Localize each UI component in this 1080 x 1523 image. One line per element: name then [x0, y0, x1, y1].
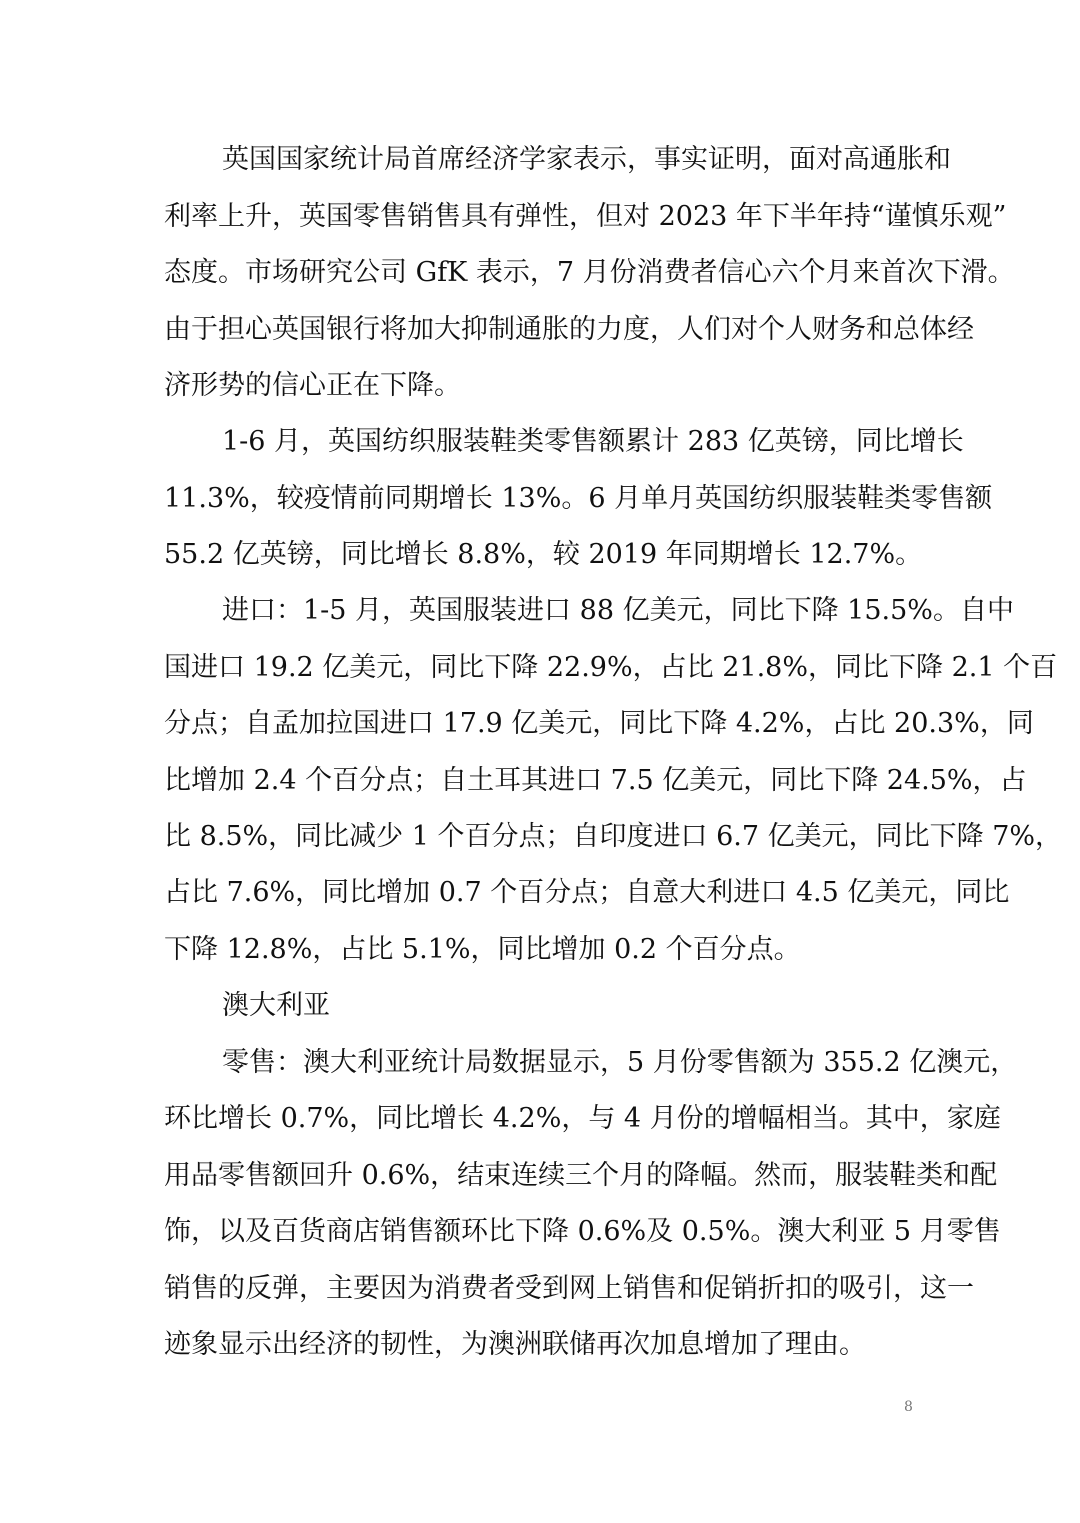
paragraph-2-line-1: 1-6 月，英国纺织服装鞋类零售额累计 283 亿英镑，同比增长 — [222, 426, 964, 457]
section-heading-australia: 澳大利亚 — [222, 990, 330, 1021]
paragraph-5-line-3: 用品零售额回升 0.6%，结束连续三个月的降幅。然而，服装鞋类和配 — [164, 1160, 998, 1191]
paragraph-1-line-1: 英国国家统计局首席经济学家表示，事实证明，面对高通胀和 — [222, 144, 951, 175]
paragraph-3-line-1: 进口：1-5 月，英国服装进口 88 亿美元，同比下降 15.5%。自中 — [222, 595, 1014, 626]
paragraph-3-line-5: 比 8.5%，同比减少 1 个百分点；自印度进口 6.7 亿美元，同比下降 7%， — [164, 821, 1063, 852]
paragraph-1-line-3: 态度。市场研究公司 GfK 表示，7 月份消费者信心六个月来首次下滑。 — [164, 257, 1015, 288]
paragraph-3-line-2: 国进口 19.2 亿美元，同比下降 22.9%，占比 21.8%，同比下降 2.1 个百 — [164, 652, 1058, 683]
paragraph-2-line-3: 55.2 亿英镑，同比增长 8.8%，较 2019 年同期增长 12.7%。 — [164, 539, 923, 570]
paragraph-1-line-4: 由于担心英国银行将加大抑制通胀的力度，人们对个人财务和总体经 — [164, 314, 974, 345]
paragraph-5-line-5: 销售的反弹，主要因为消费者受到网上销售和促销折扣的吸引，这一 — [164, 1273, 974, 1304]
paragraph-1-line-2: 利率上升，英国零售销售具有弹性，但对 2023 年下半年持“谨慎乐观” — [164, 201, 1007, 232]
paragraph-3-line-3: 分点；自孟加拉国进口 17.9 亿美元，同比下降 4.2%，占比 20.3%，同 — [164, 708, 1034, 739]
page-number: 8 — [904, 1399, 913, 1415]
paragraph-5-line-1: 零售：澳大利亚统计局数据显示，5 月份零售额为 355.2 亿澳元， — [222, 1047, 1018, 1078]
paragraph-2-line-2: 11.3%，较疫情前同期增长 13%。6 月单月英国纺织服装鞋类零售额 — [164, 483, 993, 514]
paragraph-5-line-2: 环比增长 0.7%，同比增长 4.2%，与 4 月份的增幅相当。其中，家庭 — [164, 1103, 1001, 1134]
paragraph-5-line-6: 迹象显示出经济的韧性，为澳洲联储再次加息增加了理由。 — [164, 1329, 866, 1360]
paragraph-5-line-4: 饰，以及百货商店销售额环比下降 0.6%及 0.5%。澳大利亚 5 月零售 — [164, 1216, 1001, 1247]
paragraph-1-line-5: 济形势的信心正在下降。 — [164, 370, 461, 401]
paragraph-3-line-4: 比增加 2.4 个百分点；自土耳其进口 7.5 亿美元，同比下降 24.5%，占 — [164, 765, 1027, 796]
paragraph-3-line-6: 占比 7.6%，同比增加 0.7 个百分点；自意大利进口 4.5 亿美元，同比 — [164, 877, 1010, 908]
paragraph-3-line-7: 下降 12.8%，占比 5.1%，同比增加 0.2 个百分点。 — [164, 934, 801, 965]
